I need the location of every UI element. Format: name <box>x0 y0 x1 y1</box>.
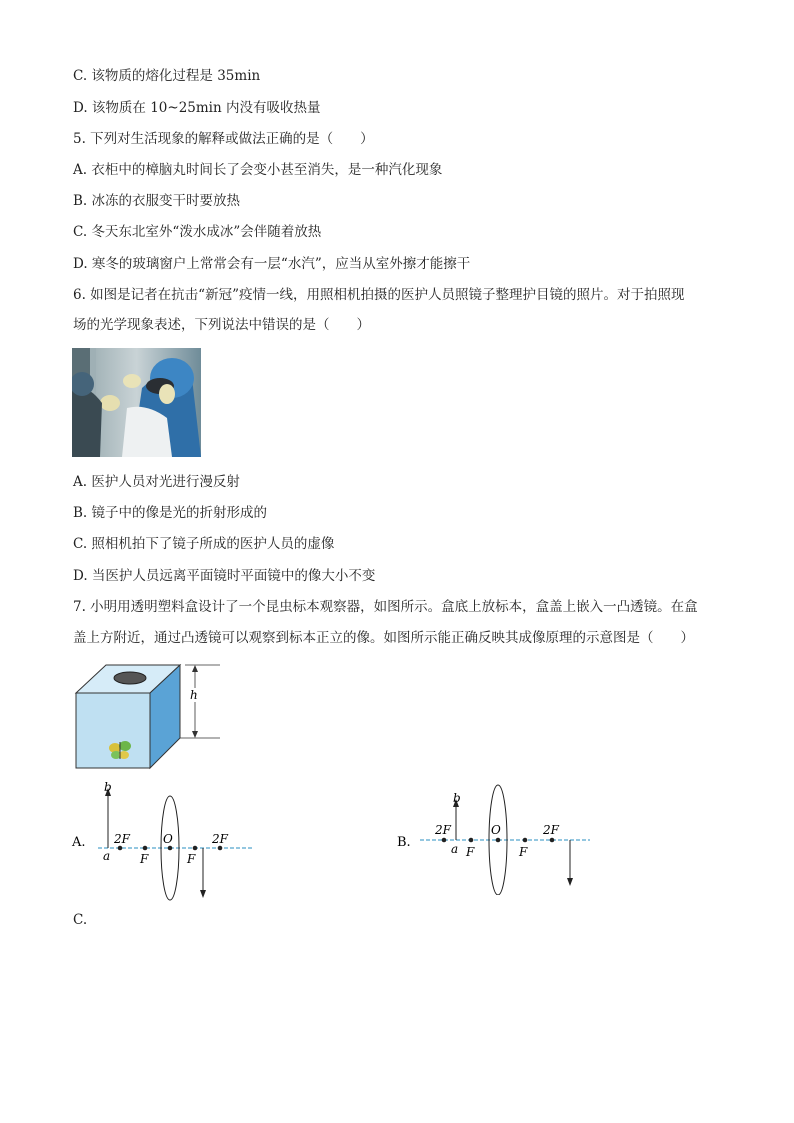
q6-option-d: D. 当医护人员远离平面镜时平面镜中的像大小不变 <box>73 568 376 584</box>
q6-option-c: C. 照相机拍下了镜子所成的医护人员的虚像 <box>73 536 335 552</box>
q5-stem: 5. 下列对生活现象的解释或做法正确的是（ ） <box>73 131 374 147</box>
label-o: O <box>491 823 501 837</box>
option-b-label: B. <box>397 835 411 850</box>
q6-stem-line1: 6. 如图是记者在抗击“新冠”疫情一线，用照相机拍摄的医护人员照镜子整理护目镜的照片。对于拍照现 <box>73 287 685 303</box>
label-o: O <box>163 832 173 846</box>
q5-option-c: C. 冬天东北室外“泼水成冰”会伴随着放热 <box>73 224 322 240</box>
q7-stem-line1: 7. 小明用透明塑料盒设计了一个昆虫标本观察器，如图所示。盒底上放标本，盒盖上嵌入一凸透镜。在盒 <box>73 599 698 615</box>
label-a: a <box>451 842 459 856</box>
diagram-b <box>395 780 605 895</box>
height-label: h <box>190 688 198 702</box>
label-2f-right: 2F <box>212 832 228 846</box>
label-b: b <box>104 780 112 794</box>
label-2f-left: 2F <box>435 823 451 837</box>
label-b: b <box>453 791 461 805</box>
label-2f-right: 2F <box>543 823 559 837</box>
medical-staff-photo <box>72 348 201 457</box>
q7-stem-line2: 盖上方附近，通过凸透镜可以观察到标本正立的像。如图所示能正确反映其成像原理的示意图是（ ） <box>73 630 694 646</box>
q6-option-a: A. 医护人员对光进行漫反射 <box>73 474 240 490</box>
option-a-label: A. <box>72 835 86 850</box>
q5-option-b: B. 冰冻的衣服变干时要放热 <box>73 193 241 209</box>
label-f-right: F <box>187 852 196 866</box>
label-f-left: F <box>466 845 475 859</box>
q7-option-c: C. <box>73 912 88 928</box>
q5-option-d: D. 寒冬的玻璃窗户上常常会有一层“水汽”，应当从室外擦才能擦干 <box>73 256 471 272</box>
insect-box-figure <box>70 660 220 775</box>
label-2f-left: 2F <box>114 832 130 846</box>
q6-option-b: B. 镜子中的像是光的折射形成的 <box>73 505 268 521</box>
label-f-left: F <box>140 852 149 866</box>
q5-option-a: A. 衣柜中的樟脑丸时间长了会变小甚至消失，是一种汽化现象 <box>73 162 443 178</box>
label-f-right: F <box>519 845 528 859</box>
q6-stem-line2: 场的光学现象表述，下列说法中错误的是（ ） <box>73 317 370 333</box>
q4-option-d: D. 该物质在 10~25min 内没有吸收热量 <box>73 100 321 116</box>
label-a: a <box>103 849 111 863</box>
q4-option-c: C. 该物质的熔化过程是 35min <box>73 68 261 84</box>
butterfly-icon <box>109 741 131 759</box>
diagram-a <box>70 780 270 905</box>
